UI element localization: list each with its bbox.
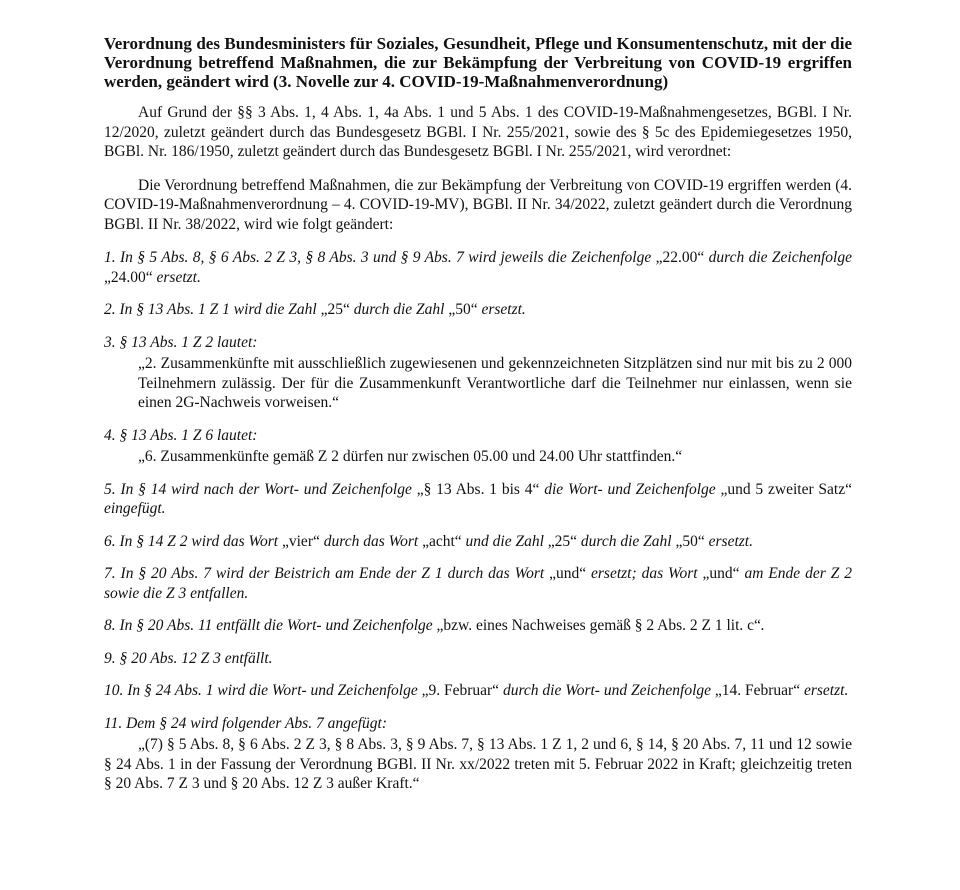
- document-page: [104, 34, 852, 807]
- intro-paragraph: Die Verordnung betreffend Maßnahmen, die zur Bekämpfung der Verbreitung von COVID-19 ergriffen werden (4. COVID-19-Maßnahmenverordnung – 4. COVID-19-MV), BGBl. II Nr. 34/2022, zuletzt geändert durch die Verordnung BGBl. II Nr. 38/2022, wird wie folgt geändert:: [104, 176, 852, 233]
- amendment-item-4-heading: 4. § 13 Abs. 1 Z 6 lautet:: [104, 426, 258, 444]
- amendment-item-2: 2. In § 13 Abs. 1 Z 1 wird die Zahl „25“ durch die Zahl „50“ ersetzt.: [104, 301, 526, 318]
- amendment-item-10: 10. In § 24 Abs. 1 wird die Wort- und Zeichenfolge „9. Februar“ durch die Wort- und Zeichenfolge „14. Februar“ ersetzt.: [104, 682, 849, 699]
- amendment-item-4-quote: „6. Zusammenkünfte gemäß Z 2 dürfen nur zwischen 05.00 und 24.00 Uhr stattfinden.“: [138, 448, 683, 465]
- amendment-item-5: 5. In § 14 wird nach der Wort- und Zeichenfolge „§ 13 Abs. 1 bis 4“ die Wort- und Zeichenfolge „und 5 zweiter Satz“ eingefügt.: [104, 480, 852, 517]
- document-title: Verordnung des Bundesministers für Soziales, Gesundheit, Pflege und Konsumentenschutz, mit der die Verordnung betreffend Maßnahmen, die zur Bekämpfung der Verbreitung von COVID-19 ergriffen werden, geändert wird (3. Novelle zur 4. COVID-19-Maßnahmenverordnung): [104, 34, 852, 91]
- preamble-paragraph: Auf Grund der §§ 3 Abs. 1, 4 Abs. 1, 4a Abs. 1 und 5 Abs. 1 des COVID-19-Maßnahmengesetzes, BGBl. I Nr. 12/2020, zuletzt geändert durch das Bundesgesetz BGBl. I Nr. 255/2021, sowie des § 5c des Epidemiegesetzes 1950, BGBl. Nr. 186/1950, zuletzt geändert durch das Bundesgesetz BGBl. I Nr. 255/2021, wird verordnet:: [104, 104, 852, 160]
- amendment-item-11-quote: „(7) § 5 Abs. 8, § 6 Abs. 2 Z 3, § 8 Abs. 3, § 9 Abs. 7, § 13 Abs. 1 Z 1, 2 und 6, § 14, § 20 Abs. 7, 11 und 12 sowie § 24 Abs. 1 in der Fassung der Verordnung BGBl. II Nr. xx/2022 treten mit 5. Februar 2022 in Kraft; gleichzeitig treten § 20 Abs. 7 Z 3 und § 20 Abs. 12 Z 3 außer Kraft.“: [104, 736, 852, 792]
- amendment-item-7: 7. In § 20 Abs. 7 wird der Beistrich am Ende der Z 1 durch das Wort „und“ ersetzt; das Wort „und“ am Ende der Z 2 sowie die Z 3 entfallen.: [104, 565, 852, 602]
- amendment-item-8: 8. In § 20 Abs. 11 entfällt die Wort- und Zeichenfolge „bzw. eines Nachweises gemäß § 2 Abs. 2 Z 1 lit. c“.: [104, 617, 765, 634]
- amendment-item-1: 1. In § 5 Abs. 8, § 6 Abs. 2 Z 3, § 8 Abs. 3 und § 9 Abs. 7 wird jeweils die Zeichenfolge „22.00“ durch die Zeichenfolge „24.00“ ersetzt.: [104, 249, 852, 286]
- amendment-item-11-heading: 11. Dem § 24 wird folgender Abs. 7 angefügt:: [104, 714, 387, 732]
- amendment-item-3-quote: „2. Zusammenkünfte mit ausschließlich zugewiesenen und gekennzeichneten Sitzplätzen sind nur mit bis zu 2 000 Teilnehmern zulässig. Der für die Zusammenkunft Verantwortliche darf die Teilnehmer nur einlassen, wenn sie einen 2G-Nachweis vorweisen.“: [138, 355, 852, 411]
- amendment-item-3-heading: 3. § 13 Abs. 1 Z 2 lautet:: [104, 333, 258, 351]
- amendment-item-9: 9. § 20 Abs. 12 Z 3 entfällt.: [104, 649, 273, 667]
- amendment-item-6: 6. In § 14 Z 2 wird das Wort „vier“ durch das Wort „acht“ und die Zahl „25“ durch die Zahl „50“ ersetzt.: [104, 532, 753, 550]
